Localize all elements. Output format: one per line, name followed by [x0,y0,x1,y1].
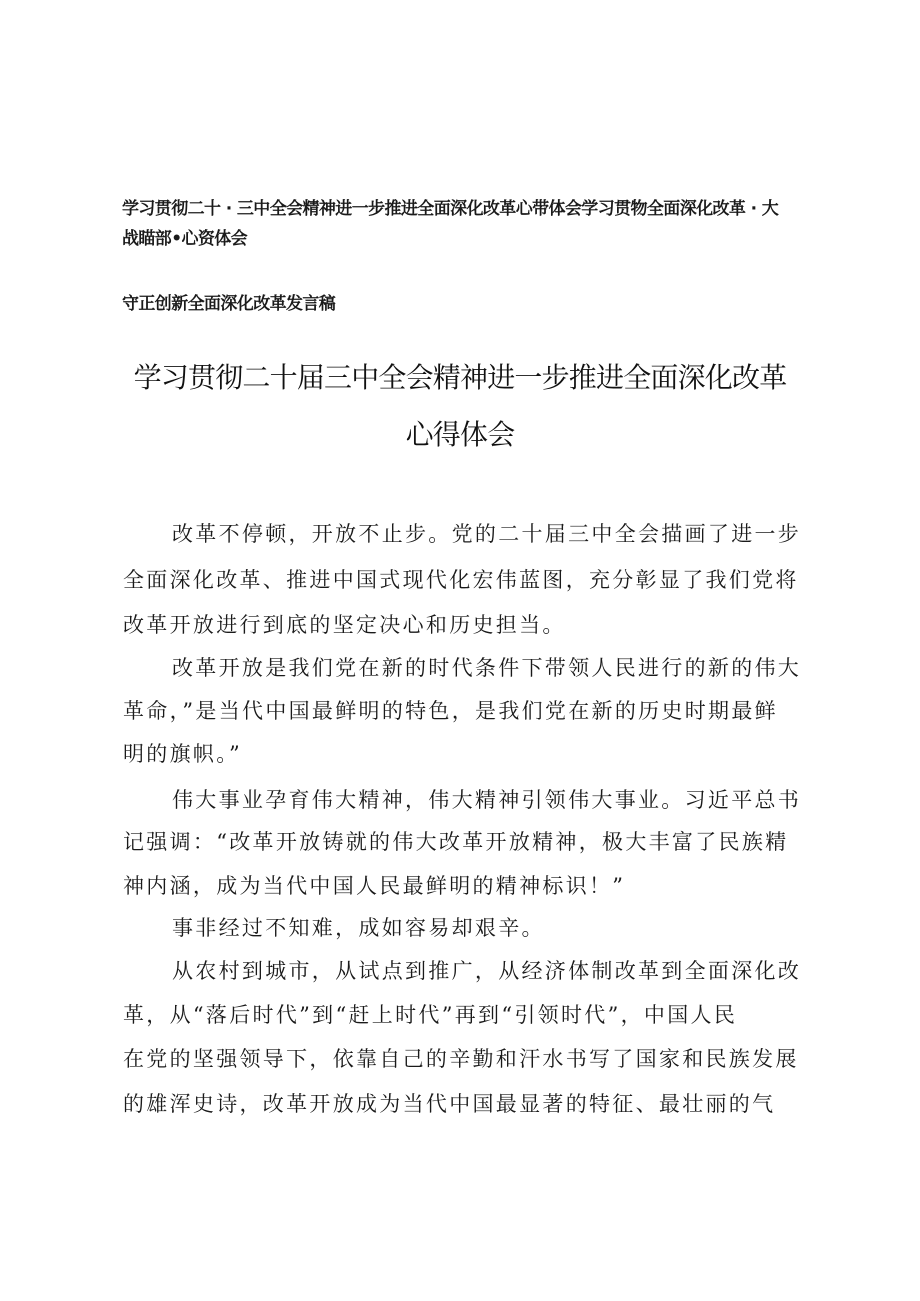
paragraph-2-line-1: 改革开放是我们党在新的时代条件下带领人民进行的新的伟大 [172,656,802,680]
paragraph-2-line-3: 明的旗帜。” [123,742,243,766]
paragraph-5-line-4: 的雄浑史诗，改革开放成为当代中国最显著的特征、最壮丽的气 [123,1092,776,1116]
paragraph-2-line-2: 革命，”是当代中国最鲜明的特色，是我们党在新的历史时期最鲜 [123,699,778,723]
paragraph-5-line-2: 革，从“落后时代”到“赶上时代”再到“引领时代”，中国人民 [123,1003,738,1027]
paragraph-4-line-1: 事非经过不知难，成如容易却艰辛。 [172,916,545,940]
header-subtitle: 守正创新全面深化改革发言稿 [122,294,336,314]
header-title-line-1: 学习贯彻二十 · 三中全会精神进一步推进全面深化改革心带体会学习贯物全面深化改革 · 大 [122,199,779,219]
header-title-line-2: 战瞄部•心资体会 [122,229,248,249]
paragraph-1-line-3: 改革开放进行到底的坚定决心和历史担当。 [123,613,566,637]
paragraph-1-line-2: 全面深化改革、推进中国式现代化宏伟蓝图，充分彰显了我们党将 [123,568,799,592]
paragraph-3-line-2: 记强调：“改革开放铸就的伟大改革开放精神，极大丰富了民族精 [123,830,789,854]
paragraph-3-line-3: 神内涵，成为当代中国人民最鲜明的精神标识！” [123,874,626,898]
paragraph-5-line-1: 从农村到城市，从试点到推广，从经济体制改革到全面深化改 [172,959,802,983]
document-title-line-2: 心得体会 [405,418,515,451]
paragraph-3-line-1: 伟大事业孕育伟大精神，伟大精神引领伟大事业。习近平总书 [172,788,802,812]
paragraph-1-line-1: 改革不停顿，开放不止步。党的二十届三中全会描画了进一步 [172,522,802,546]
paragraph-5-line-3: 在党的坚强领导下，依靠自己的辛勤和汗水书写了国家和民族发展 [123,1047,799,1071]
document-title-line-1: 学习贯彻二十届三中全会精神进一步推进全面深化改革 [133,361,787,394]
